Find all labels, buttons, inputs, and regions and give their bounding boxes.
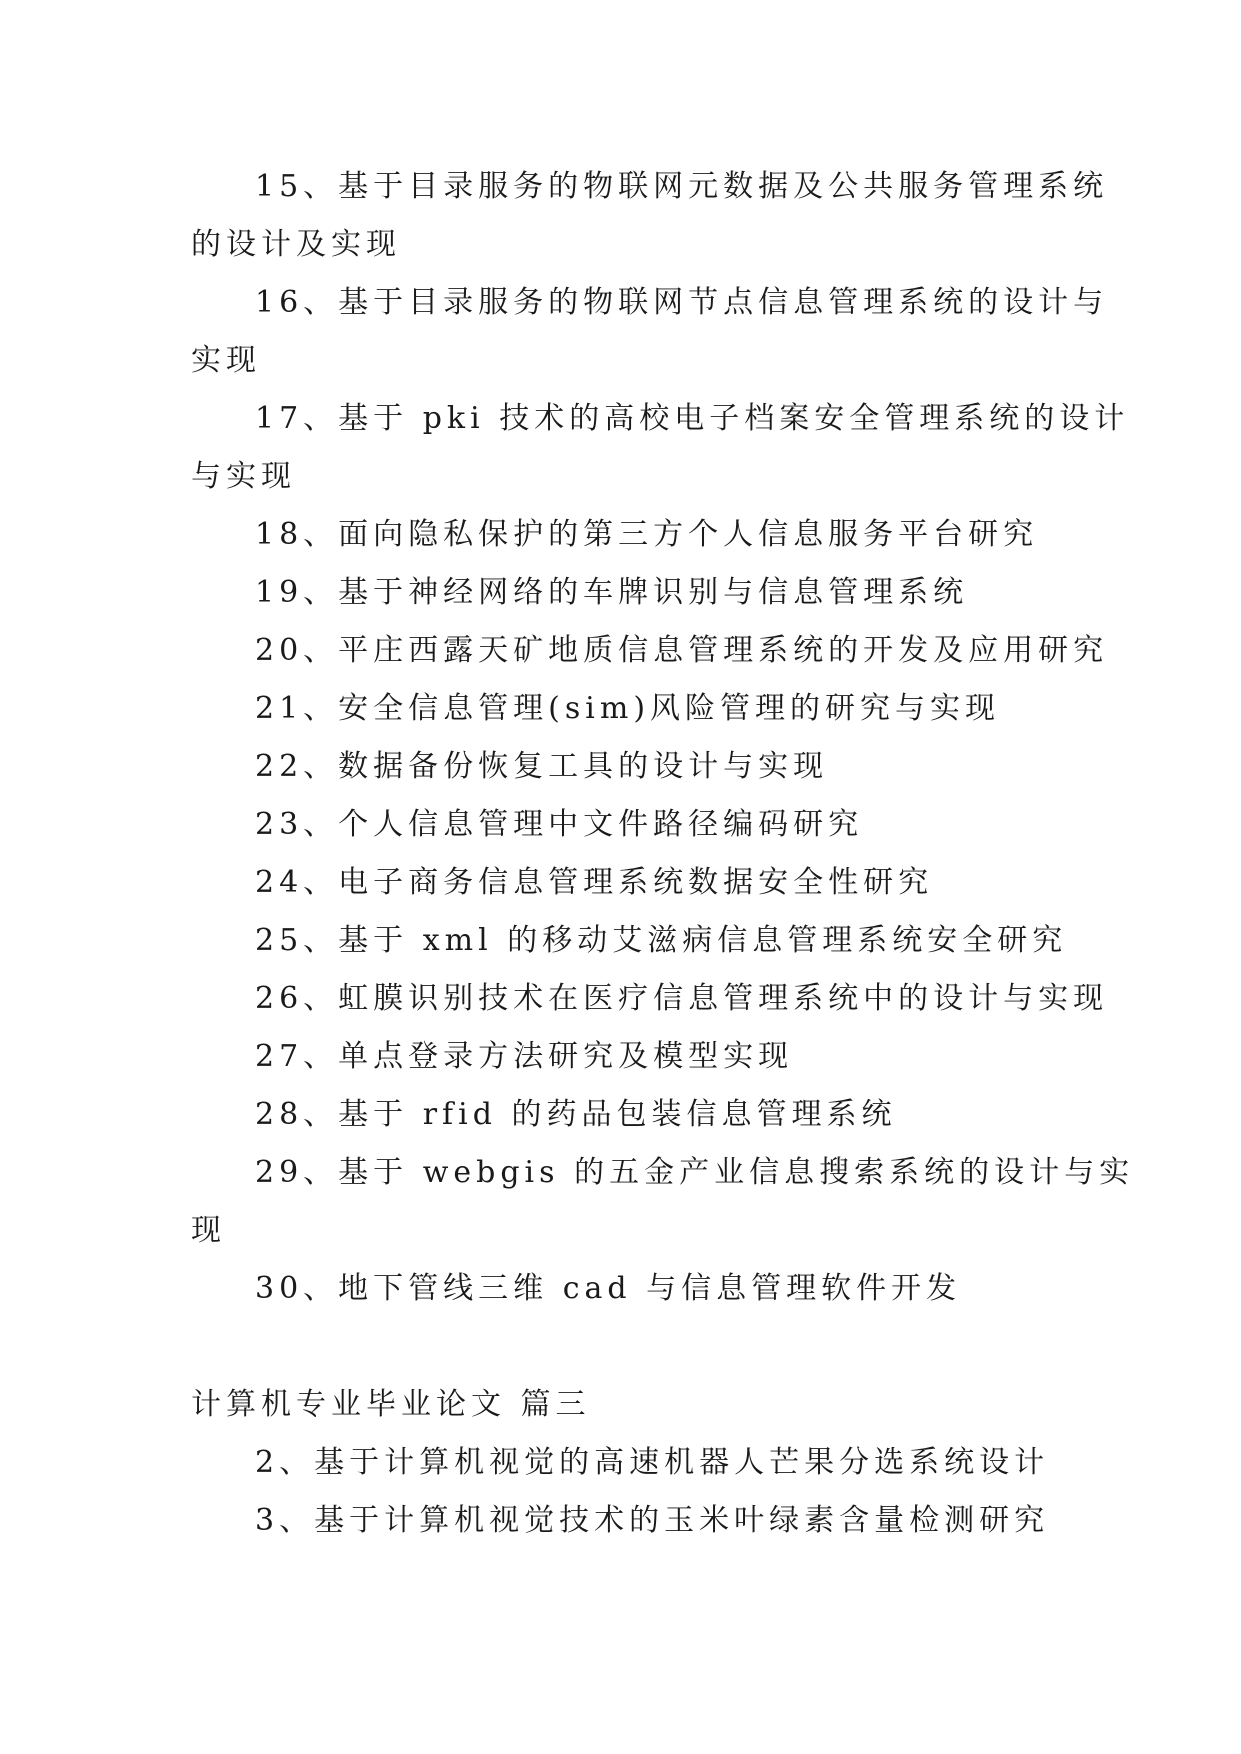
list-item-first-line: 17、基于 pki 技术的高校电子档案安全管理系统的设计 <box>255 401 1130 436</box>
list-item: 30、地下管线三维 cad 与信息管理软件开发 <box>255 1271 962 1306</box>
list-item: 27、单点登录方法研究及模型实现 <box>255 1039 794 1074</box>
section-list-item: 2、基于计算机视觉的高速机器人芒果分选系统设计 <box>255 1445 1050 1480</box>
list-item: 20、平庄西露天矿地质信息管理系统的开发及应用研究 <box>255 633 1109 668</box>
list-item: 22、数据备份恢复工具的设计与实现 <box>255 749 829 784</box>
section-title: 计算机专业毕业论文 篇三 <box>191 1387 591 1422</box>
list-item: 19、基于神经网络的车牌识别与信息管理系统 <box>255 575 969 610</box>
list-item: 28、基于 rfid 的药品包装信息管理系统 <box>255 1097 897 1132</box>
list-item: 23、个人信息管理中文件路径编码研究 <box>255 807 864 842</box>
list-item: 21、安全信息管理(sim)风险管理的研究与实现 <box>255 691 1001 726</box>
list-item-continuation: 与实现 <box>191 459 296 494</box>
list-item-first-line: 15、基于目录服务的物联网元数据及公共服务管理系统 <box>255 169 1109 204</box>
list-item-first-line: 16、基于目录服务的物联网节点信息管理系统的设计与 <box>255 285 1109 320</box>
section-list-item: 3、基于计算机视觉技术的玉米叶绿素含量检测研究 <box>255 1503 1050 1538</box>
list-item-continuation: 的设计及实现 <box>191 227 401 262</box>
section-gap <box>191 1318 1061 1376</box>
list-item-continuation: 现 <box>191 1213 226 1248</box>
list-item: 24、电子商务信息管理系统数据安全性研究 <box>255 865 934 900</box>
list-item-continuation: 实现 <box>191 343 261 378</box>
list-item: 25、基于 xml 的移动艾滋病信息管理系统安全研究 <box>255 923 1068 958</box>
list-item-first-line: 29、基于 webgis 的五金产业信息搜索系统的设计与实 <box>255 1155 1135 1190</box>
document-content <box>191 158 1135 1550</box>
list-item: 26、虹膜识别技术在医疗信息管理系统中的设计与实现 <box>255 981 1109 1016</box>
list-item: 18、面向隐私保护的第三方个人信息服务平台研究 <box>255 517 1039 552</box>
